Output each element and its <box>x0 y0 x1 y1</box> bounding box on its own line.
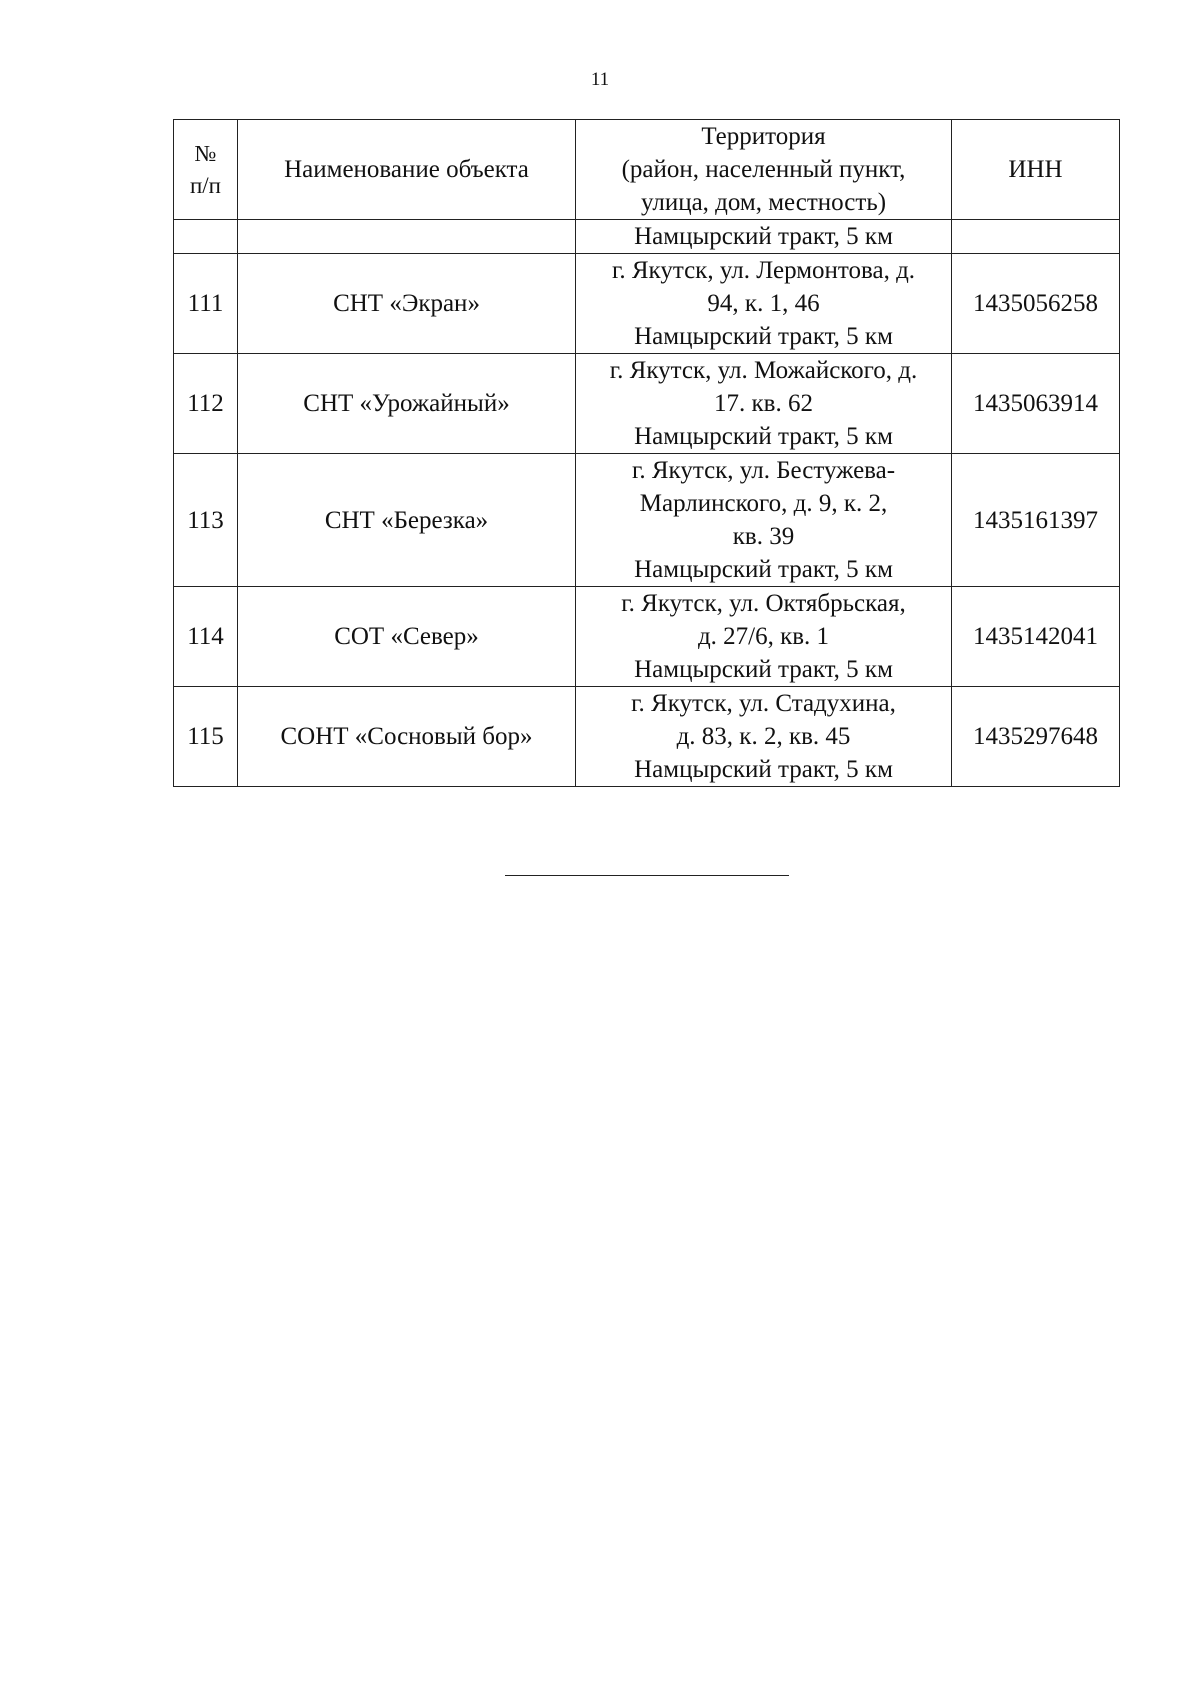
cell-inn: 1435297648 <box>952 687 1120 787</box>
territory-line: Намцырский тракт, 5 км <box>634 556 893 583</box>
cell-inn: 1435056258 <box>952 254 1120 354</box>
header-num <box>174 120 238 220</box>
table-row <box>174 454 1120 587</box>
cell-territory <box>576 687 952 787</box>
cell-num: 111 <box>174 254 238 354</box>
table-row <box>174 254 1120 354</box>
territory-line: 17. кв. 62 <box>714 390 813 417</box>
territory-line: д. 27/6, кв. 1 <box>697 623 830 650</box>
cell-num: 113 <box>174 454 238 587</box>
territory-line: Намцырский тракт, 5 км <box>634 656 893 683</box>
cell-inn: 1435063914 <box>952 354 1120 454</box>
cell-territory: Намцырский тракт, 5 км <box>576 220 952 254</box>
cell-territory <box>576 354 952 454</box>
cell-num: 115 <box>174 687 238 787</box>
cell-name: СОНТ «Сосновый бор» <box>238 687 576 787</box>
cell-territory <box>576 454 952 587</box>
territory-line: Марлинского, д. 9, к. 2, <box>639 490 888 517</box>
territory-line: Намцырский тракт, 5 км <box>634 423 893 450</box>
header-name: Наименование объекта <box>238 120 576 220</box>
cell-inn: 1435161397 <box>952 454 1120 587</box>
cell-territory <box>576 587 952 687</box>
territory-line: кв. 39 <box>732 523 795 550</box>
territory-line: 94, к. 1, 46 <box>707 290 820 317</box>
header-territory <box>576 120 952 220</box>
territory-line: г. Якутск, ул. Октябрьская, <box>621 590 906 617</box>
cell-inn <box>952 220 1120 254</box>
territory-line: г. Якутск, ул. Бестужева- <box>631 457 896 484</box>
table-row <box>174 354 1120 454</box>
table-row <box>174 687 1120 787</box>
end-of-list-divider <box>505 875 789 876</box>
header-inn: ИНН <box>952 120 1120 220</box>
header-num-line: № <box>194 140 217 166</box>
territory-line: г. Якутск, ул. Лермонтова, д. <box>611 257 916 284</box>
header-territory-line: Территория <box>701 123 826 150</box>
cell-num <box>174 220 238 254</box>
territory-line: Намцырский тракт, 5 км <box>634 756 893 783</box>
header-num-line: п/п <box>189 172 221 198</box>
cell-name: СОТ «Север» <box>238 587 576 687</box>
cell-name: СНТ «Экран» <box>238 254 576 354</box>
cell-territory <box>576 254 952 354</box>
header-territory-line: улица, дом, местность) <box>640 189 887 216</box>
cell-num: 114 <box>174 587 238 687</box>
table-row <box>174 587 1120 687</box>
header-territory-line: (район, населенный пункт, <box>621 156 906 183</box>
cell-num: 112 <box>174 354 238 454</box>
cell-name: СНТ «Березка» <box>238 454 576 587</box>
cell-name <box>238 220 576 254</box>
cell-inn: 1435142041 <box>952 587 1120 687</box>
territory-line: г. Якутск, ул. Можайского, д. <box>609 357 918 384</box>
territory-line: г. Якутск, ул. Стадухина, <box>631 690 896 717</box>
table-header-row <box>174 120 1120 220</box>
territory-line: д. 83, к. 2, кв. 45 <box>676 723 851 750</box>
page-number: 11 <box>590 69 610 90</box>
territory-line: Намцырский тракт, 5 км <box>634 323 893 350</box>
registry-table <box>173 119 1120 787</box>
cell-name: СНТ «Урожайный» <box>238 354 576 454</box>
table-row-continuation <box>174 220 1120 254</box>
